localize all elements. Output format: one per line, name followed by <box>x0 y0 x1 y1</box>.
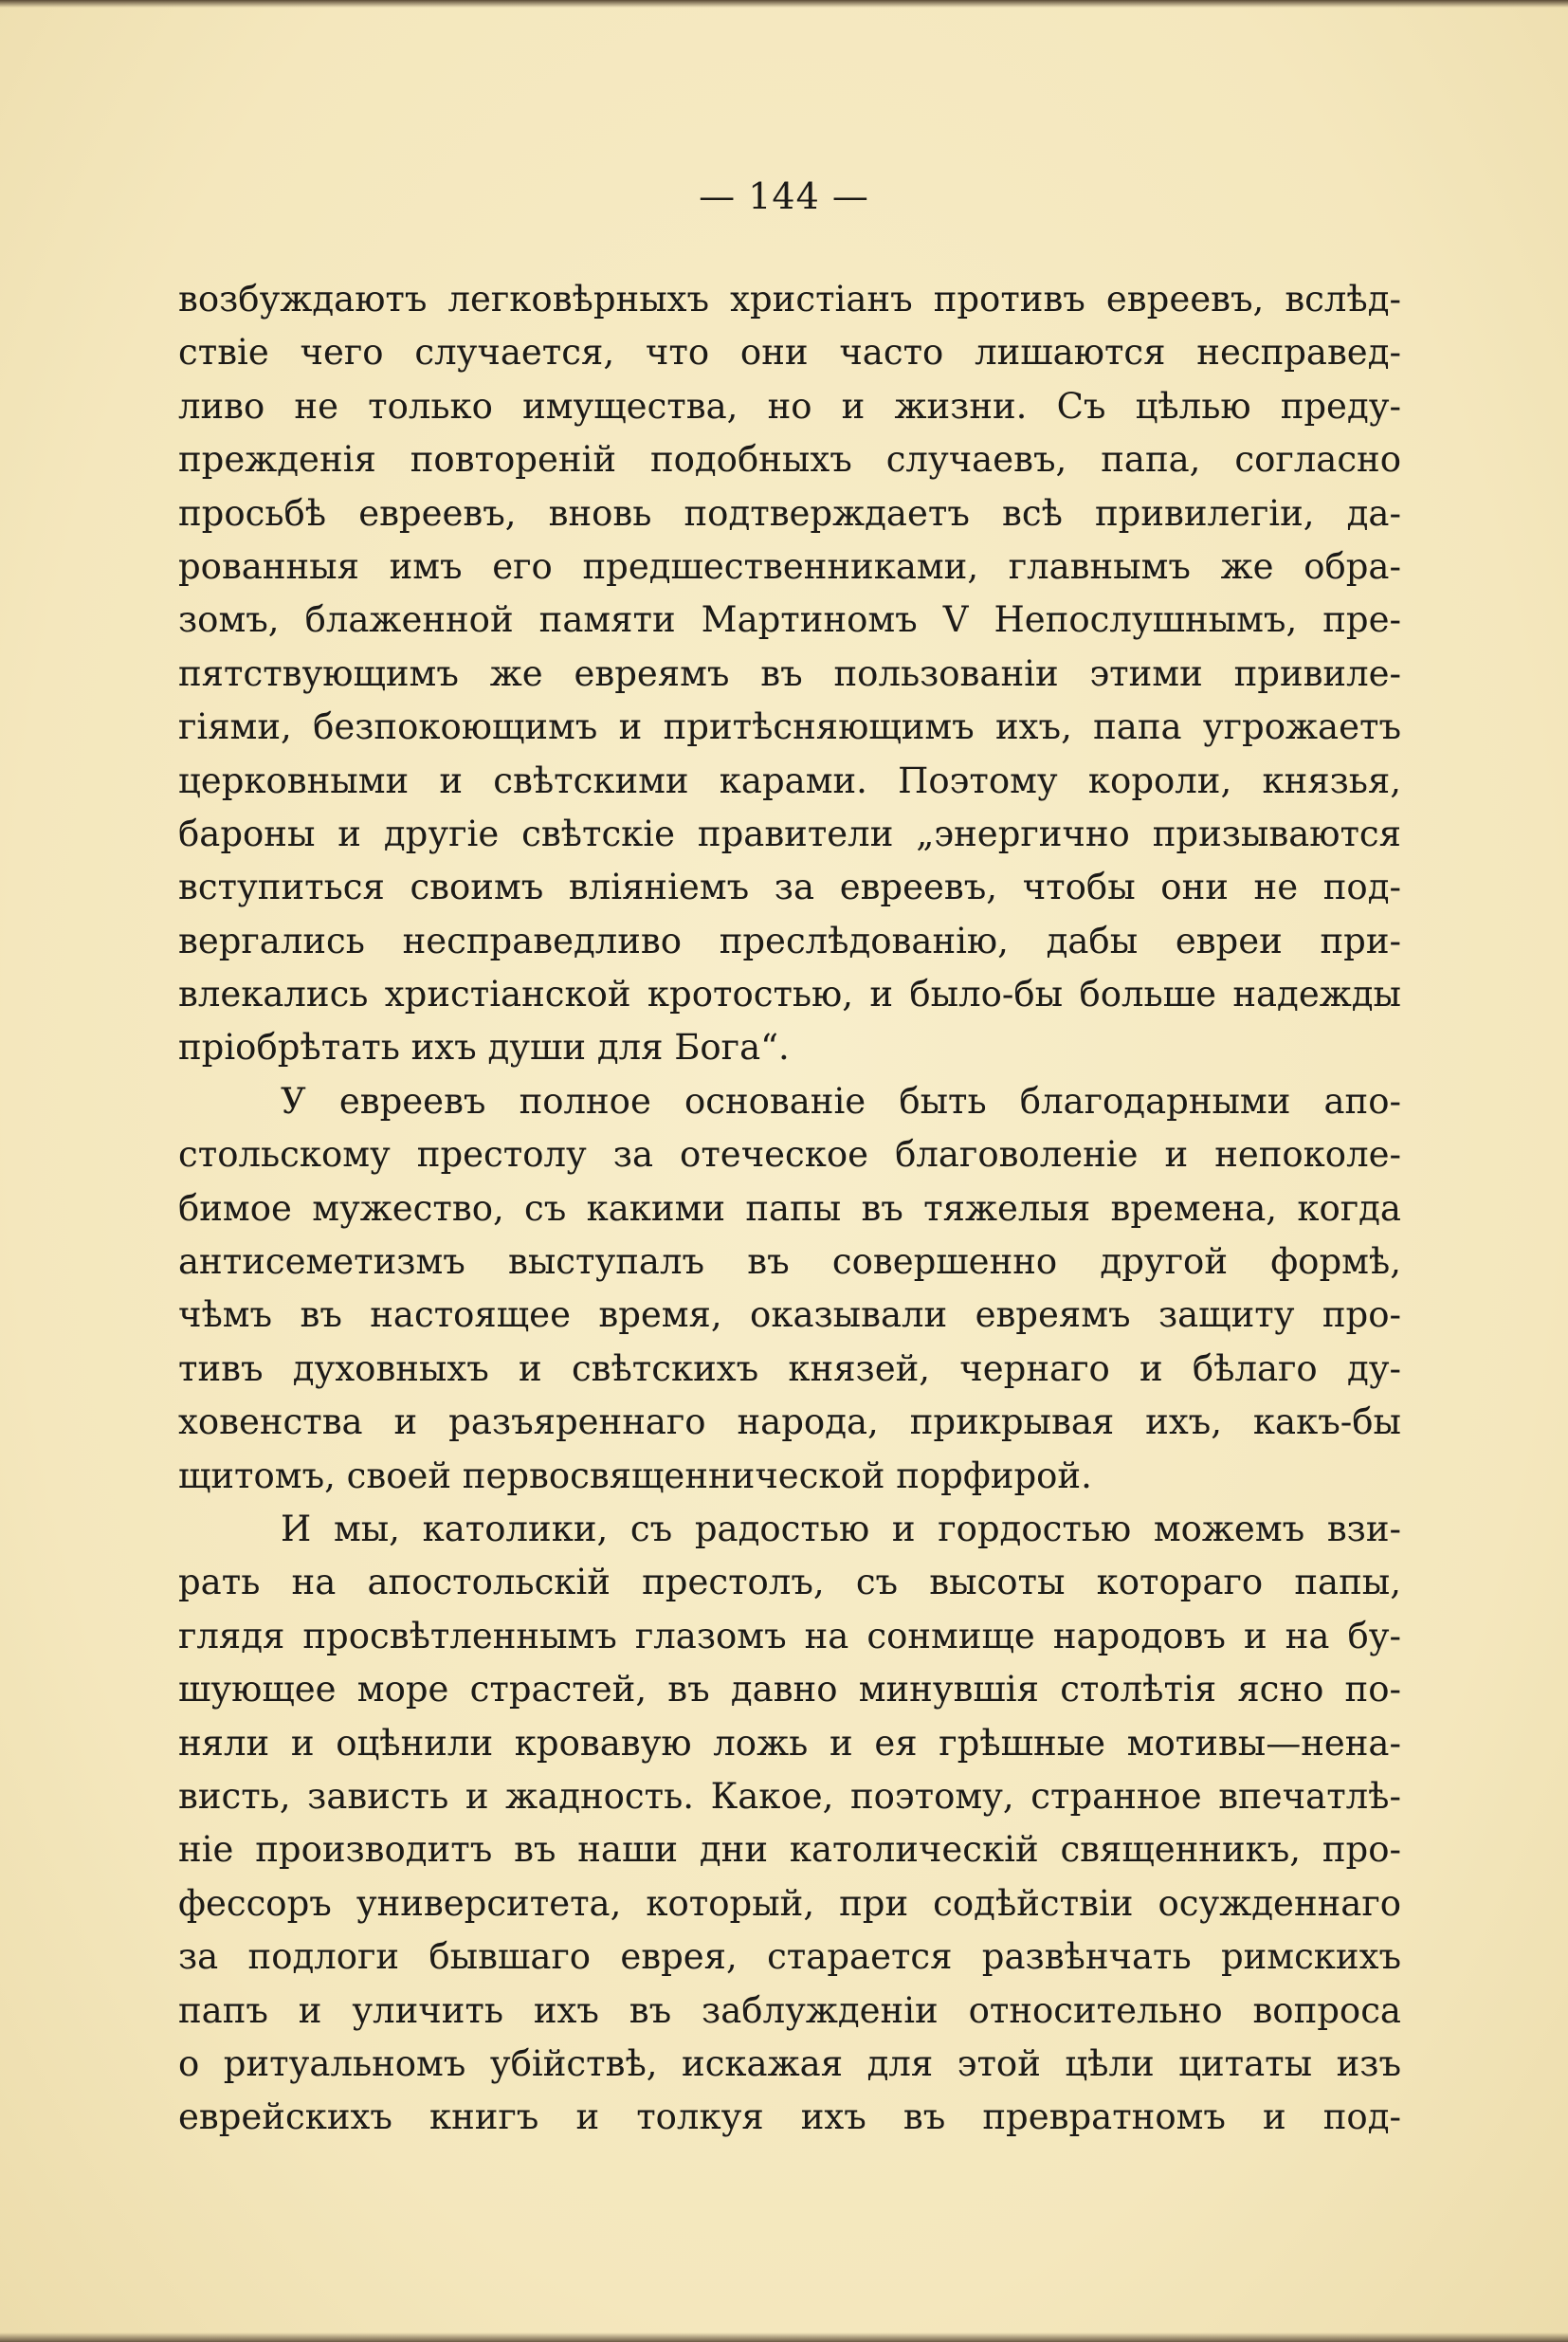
text-line: влекались христіанской кротостью, и было-бы больше надежды <box>178 974 1401 1015</box>
text-line: рать на апостольскій престолъ, съ высоты котораго папы, <box>178 1562 1401 1603</box>
text-line: зомъ, блаженной памяти Мартиномъ V Непослушнымъ, пре- <box>178 599 1401 641</box>
text-line: папъ и уличить ихъ въ заблужденіи относительно вопроса <box>178 1989 1401 2031</box>
text-line: ствіе чего случается, что они часто лишаются несправед- <box>178 332 1401 374</box>
text-line: возбуждаютъ легковѣрныхъ христіанъ противъ евреевъ, вслѣд- <box>178 279 1401 320</box>
text-line: висть, зависть и жадность. Какое, поэтому, странное впечатлѣ- <box>178 1775 1401 1817</box>
text-line: антисеметизмъ выступалъ въ совершенно другой формѣ, <box>178 1241 1401 1283</box>
body-text <box>178 273 1401 2145</box>
text-line: рованныя имъ его предшественниками, главнымъ же обра- <box>178 545 1401 587</box>
text-line: шующее море страстей, въ давно минувшія столѣтія ясно по- <box>178 1669 1401 1711</box>
text-line: ніе производитъ въ наши дни католическій священникъ, про- <box>178 1829 1401 1871</box>
text-line: ливо не только имущества, но и жизни. Съ цѣлью преду- <box>178 385 1401 427</box>
text-line: просьбѣ евреевъ, вновь подтверждаетъ всѣ привилегіи, да- <box>178 492 1401 534</box>
text-line: И мы, католики, съ радостью и гордостью можемъ взи- <box>281 1508 1401 1549</box>
text-line: щитомъ, своей первосвященнической порфирой. <box>178 1455 1092 1496</box>
text-line: еврейскихъ книгъ и толкуя ихъ въ превратномъ и под- <box>178 2096 1401 2138</box>
text-line: У евреевъ полное основаніе быть благодарными апо- <box>281 1080 1401 1122</box>
text-line: глядя просвѣтленнымъ глазомъ на сонмище народовъ и на бу- <box>178 1615 1401 1656</box>
text-line: бароны и другіе свѣтскіе правители „энергично призываются <box>178 813 1401 854</box>
text-line: прежденія повтореній подобныхъ случаевъ, папа, согласно <box>178 439 1401 481</box>
text-line: гіями, безпокоющимъ и притѣсняющимъ ихъ, папа угрожаетъ <box>178 706 1401 748</box>
text-line: ховенства и разъяреннаго народа, прикрывая ихъ, какъ-бы <box>178 1401 1401 1443</box>
paragraph-1 <box>178 273 1401 1075</box>
text-line: чѣмъ въ настоящее время, оказывали евреямъ защиту про- <box>178 1294 1401 1336</box>
page-bottom-edge <box>0 2333 1568 2342</box>
text-line: за подлоги бывшаго еврея, старается развѣнчать римскихъ <box>178 1936 1401 1978</box>
paragraph-3 <box>178 1503 1401 2145</box>
text-line: пріобрѣтать ихъ души для Бога“. <box>178 1027 790 1069</box>
text-line: вступиться своимъ вліяніемъ за евреевъ, чтобы они не под- <box>178 867 1401 908</box>
text-line: церковными и свѣтскими карами. Поэтому короли, князья, <box>178 759 1401 801</box>
text-line: няли и оцѣнили кровавую ложь и ея грѣшные мотивы—нена- <box>178 1722 1401 1764</box>
text-line: о ритуальномъ убійствѣ, искажая для этой цѣли цитаты изъ <box>178 2042 1401 2084</box>
page-top-edge <box>0 0 1568 8</box>
paragraph-2 <box>178 1075 1401 1503</box>
text-line: тивъ духовныхъ и свѣтскихъ князей, чернаго и бѣлаго ду- <box>178 1347 1401 1389</box>
text-line: вергались несправедливо преслѣдованію, дабы евреи при- <box>178 920 1401 961</box>
text-line: стольскому престолу за отеческое благоволеніе и непоколе- <box>178 1134 1401 1176</box>
page-number: — 144 — <box>699 175 869 217</box>
text-line: бимое мужество, съ какими папы въ тяжелыя времена, когда <box>178 1187 1401 1229</box>
text-line: фессоръ университета, который, при содѣйствіи осужденнаго <box>178 1882 1401 1924</box>
text-line: пятствующимъ же евреямъ въ пользованіи этими привиле- <box>178 652 1401 694</box>
